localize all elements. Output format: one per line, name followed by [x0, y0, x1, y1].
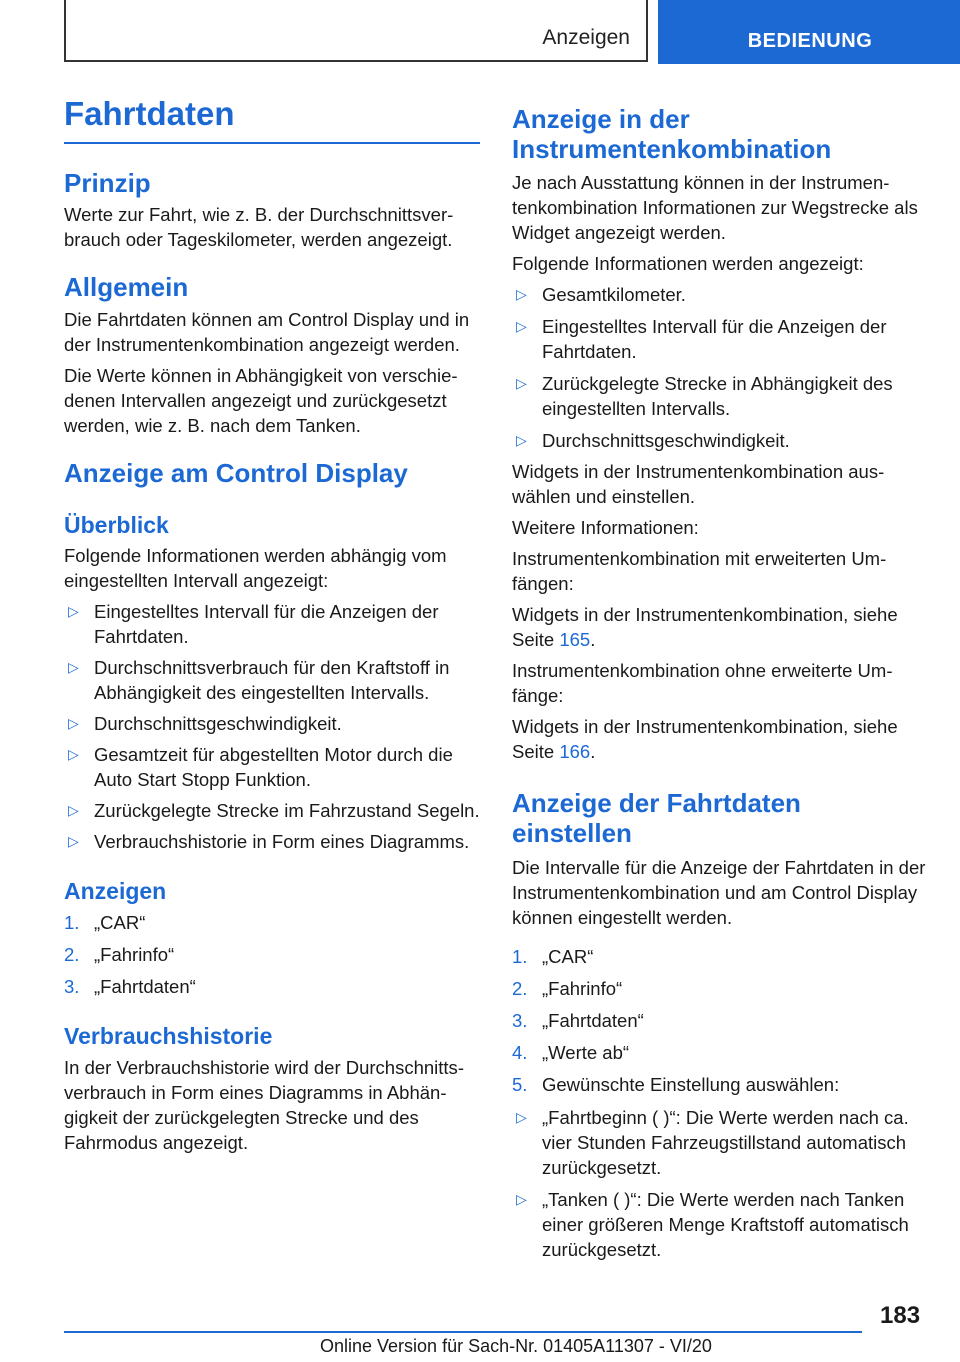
- anzeigen-steps: [64, 910, 480, 999]
- triangle-bullet-icon: ▷: [516, 432, 527, 449]
- triangle-bullet-icon: ▷: [68, 746, 79, 763]
- step-item: 3. „Fahrtdaten“: [64, 975, 196, 997]
- ueberblick-list: [64, 599, 480, 854]
- list-item: ▷ Durchschnittsgeschwindigkeit.: [516, 430, 790, 452]
- header-section-box: [64, 0, 648, 62]
- triangle-bullet-icon: ▷: [516, 1108, 527, 1125]
- list-item: ▷ Gesamtzeit für abgestellten Motor durch die Auto Start Stopp Funktion.: [68, 744, 453, 791]
- list-item: ▷ Zurückgelegte Strecke in Abhängigkeit des eingestellten Intervalls.: [516, 373, 893, 420]
- instrument-text-1: Je nach Ausstattung können in der Instrumentenkombination Informationen zur Wegstrecke als Widget angezeigt werden.: [512, 172, 918, 244]
- step-item: 2. „Fahrinfo“: [64, 943, 175, 965]
- heading-anzeigen: Anzeigen: [64, 878, 167, 905]
- step-item: 1. „CAR“: [512, 945, 594, 967]
- header-chapter-box: [658, 0, 960, 64]
- header-section-title: Anzeigen: [542, 26, 630, 49]
- ueberblick-intro: Folgende Informationen werden abhängig vom eingestellten Intervall angezeigt:: [64, 545, 447, 592]
- list-item: ▷ Durchschnittsgeschwindigkeit.: [68, 713, 342, 735]
- instrument-text-3: Widgets in der Instrumentenkombination auswählen und einstellen.: [512, 461, 885, 508]
- prinzip-text: Werte zur Fahrt, wie z. B. der Durchschnittsverbrauch oder Tageskilometer, werden angezeigt.: [64, 204, 454, 251]
- einstellen-intro: Die Intervalle für die Anzeige der Fahrtdaten in der Instrumentenkombination und am Control Display können eingestellt werden.: [512, 856, 926, 928]
- list-item: ▷ Eingestelltes Intervall für die Anzeigen der Fahrtdaten.: [68, 601, 439, 648]
- left-column: [64, 96, 480, 1155]
- triangle-bullet-icon: ▷: [516, 286, 527, 303]
- allgemein-text-1: Die Fahrtdaten können am Control Display und in der Instrumentenkombination angezeigt werden.: [64, 308, 470, 355]
- instrument-text-4: Weitere Informationen:: [512, 517, 699, 539]
- page-link-165[interactable]: 165: [559, 629, 591, 651]
- allgemein-text-2: Die Werte können in Abhängigkeit von verschiedenen Intervallen angezeigt und zurückgesetzt werden, wie z. B. nach dem Tanken.: [64, 364, 458, 436]
- list-item: ▷ „Tanken ( )“: Die Werte werden nach Tanken einer größeren Menge Kraftstoff automatisch zurückgesetzt.: [516, 1188, 909, 1260]
- verbrauchshistorie-text: In der Verbrauchshistorie wird der Durchschnittsverbrauch in Form eines Diagramms in Abhängigkeit der zurückgelegten Strecke und des Fahrmodus angezeigt.: [64, 1056, 464, 1153]
- instrument-text-5: Instrumentenkombination mit erweiterten Umfängen:: [512, 548, 887, 595]
- heading-ueberblick: Überblick: [64, 511, 169, 538]
- instrument-list: [512, 282, 928, 453]
- step-item: 5. Gewünschte Einstellung auswählen:: [512, 1073, 840, 1095]
- heading-einstellen: Anzeige der Fahrtdaten einstellen: [512, 788, 801, 849]
- step-item: 4. „Werte ab“: [512, 1041, 630, 1063]
- instrument-text-2: Folgende Informationen werden angezeigt:: [512, 253, 864, 275]
- header-chapter-title: BEDIENUNG: [747, 30, 873, 52]
- triangle-bullet-icon: ▷: [68, 833, 79, 850]
- right-column: [512, 104, 928, 1262]
- triangle-bullet-icon: ▷: [516, 318, 527, 335]
- heading-prinzip: Prinzip: [64, 168, 151, 199]
- triangle-bullet-icon: ▷: [516, 1190, 527, 1207]
- instrument-text-6: Instrumentenkombination ohne erweiterte Umfänge:: [512, 660, 893, 707]
- heading-verbrauchshistorie: Verbrauchshistorie: [64, 1022, 273, 1049]
- instrument-ref-2: Widgets in der Instrumentenkombination, siehe Seite 166.: [512, 716, 898, 763]
- einstellen-steps: [512, 944, 928, 1097]
- triangle-bullet-icon: ▷: [68, 802, 79, 819]
- heading-allgemein: Allgemein: [64, 272, 189, 303]
- step-item: 1. „CAR“: [64, 911, 146, 933]
- list-item: ▷ Eingestelltes Intervall für die Anzeigen der Fahrtdaten.: [516, 316, 887, 363]
- list-item: ▷ „Fahrtbeginn ( )“: Die Werte werden nach ca. vier Stunden Fahrzeugstillstand automatisch zurückgesetzt.: [516, 1106, 909, 1178]
- heading-control-display: Anzeige am Control Display: [64, 457, 408, 488]
- page-title: Fahrtdaten: [64, 96, 480, 144]
- heading-instrumentenkombination: Anzeige in der Instrumentenkombination: [512, 104, 832, 165]
- list-item: ▷ Gesamtkilometer.: [516, 284, 686, 306]
- einstellen-sub-list: [512, 1105, 928, 1262]
- triangle-bullet-icon: ▷: [516, 375, 527, 392]
- footer-divider: [64, 1331, 862, 1333]
- triangle-bullet-icon: ▷: [68, 659, 79, 676]
- page-link-166[interactable]: 166: [559, 741, 591, 763]
- list-item: ▷ Zurückgelegte Strecke im Fahrzustand Segeln.: [68, 800, 480, 822]
- footer-text: Online Version für Sach-Nr. 01405A11307 - VI/20: [320, 1336, 712, 1356]
- triangle-bullet-icon: ▷: [68, 715, 79, 732]
- triangle-bullet-icon: ▷: [68, 603, 79, 620]
- instrument-ref-1: Widgets in der Instrumentenkombination, siehe Seite 165.: [512, 604, 898, 651]
- list-item: ▷ Verbrauchshistorie in Form eines Diagramms.: [68, 831, 470, 853]
- step-item: 3. „Fahrtdaten“: [512, 1009, 644, 1031]
- list-item: ▷ Durchschnittsverbrauch für den Kraftstoff in Abhängigkeit des eingestellten Intervalls.: [68, 657, 450, 704]
- page-number: 183: [880, 1302, 921, 1329]
- step-item: 2. „Fahrinfo“: [512, 977, 623, 999]
